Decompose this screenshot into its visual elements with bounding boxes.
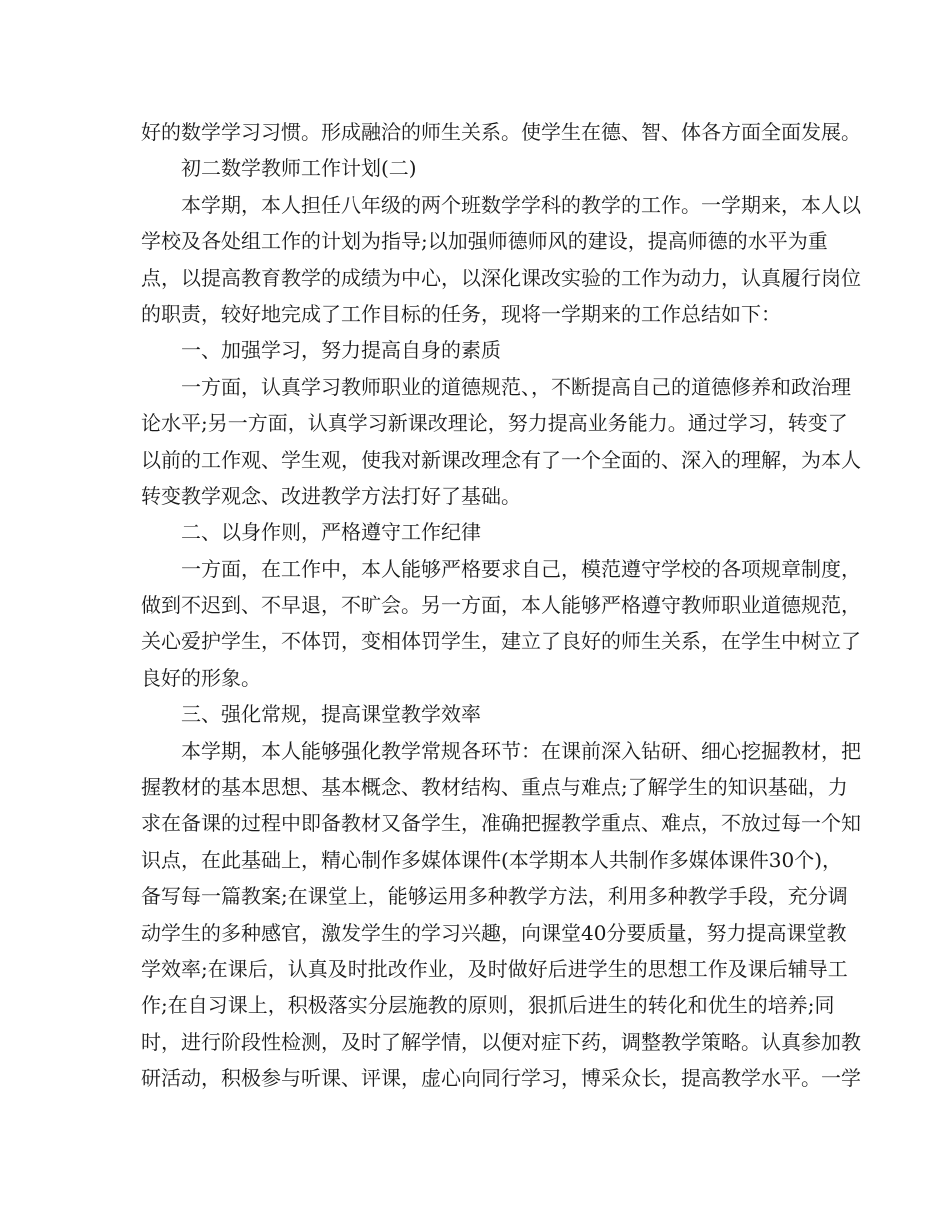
text-line: 备写每一篇教案;在课堂上，能够运用多种教学方法，利用多种教学手段，充分调 <box>141 884 848 909</box>
text-line: 作;在自习课上，积极落实分层施教的原则，狠抓后进生的转化和优生的培养;同 <box>141 993 835 1018</box>
text-line: 本学期，本人能够强化教学常规各环节：在课前深入钻研、细心挖掘教材，把 <box>181 738 861 763</box>
text-line: 学校及各处组工作的计划为指导;以加强师德师风的建设，提高师德的水平为重 <box>141 229 828 254</box>
text-line: 做到不迟到、不早退，不旷会。另一方面，本人能够严格遵守教师职业道德规范， <box>141 593 861 618</box>
text-line: 论水平;另一方面，认真学习新课改理论，努力提高业务能力。通过学习，转变了 <box>141 411 848 436</box>
text-line: 好的数学学习习惯。形成融洽的师生关系。使学生在德、智、体各方面全面发展。 <box>141 120 861 144</box>
text-line: 良好的形象。 <box>141 665 261 690</box>
text-line: 点，以提高教育教学的成绩为中心，以深化课改实验的工作为动力，认真履行岗位 <box>141 265 861 290</box>
document-body <box>141 114 861 1097</box>
text-line: 本学期，本人担任八年级的两个班数学学科的教学的工作。一学期来，本人以 <box>181 192 861 217</box>
text-line: 学效率;在课后，认真及时批改作业，及时做好后进学生的思想工作及课后辅导工 <box>141 956 848 981</box>
text-line: 研活动，积极参与听课、评课，虚心向同行学习，博采众长，提高教学水平。一学 <box>141 1066 861 1091</box>
text-line: 转变教学观念、改进教学方法打好了基础。 <box>141 483 521 508</box>
text-line: 握教材的基本思想、基本概念、教材结构、重点与难点;了解学生的知识基础，力 <box>141 775 848 800</box>
text-line: 时，进行阶段性检测，及时了解学情，以便对症下药，调整教学策略。认真参加教 <box>141 1029 861 1054</box>
text-line: 求在备课的过程中即备教材又备学生，准确把握教学重点、难点，不放过每一个知 <box>141 811 861 836</box>
text-line: 识点，在此基础上，精心制作多媒体课件(本学期本人共制作多媒体课件30个)， <box>141 847 843 872</box>
text-line: 一方面，在工作中，本人能够严格要求自己，模范遵守学校的各项规章制度， <box>181 556 861 581</box>
text-line: 关心爱护学生，不体罚，变相体罚学生，建立了良好的师生关系，在学生中树立了 <box>141 629 861 654</box>
text-line: 动学生的多种感官，激发学生的学习兴趣，向课堂40分要质量，努力提高课堂教 <box>141 920 847 945</box>
text-line: 一、加强学习，努力提高自身的素质 <box>181 338 501 363</box>
text-line: 以前的工作观、学生观，使我对新课改理念有了一个全面的、深入的理解，为本人 <box>141 447 861 472</box>
text-line: 的职责，较好地完成了工作目标的任务，现将一学期来的工作总结如下： <box>141 301 781 326</box>
text-line: 一方面，认真学习教师职业的道德规范、，不断提高自己的道德修养和政治理 <box>181 374 851 399</box>
text-line: 二、以身作则，严格遵守工作纪律 <box>181 520 481 545</box>
text-line: 初二数学教师工作计划(二) <box>181 156 417 181</box>
text-line: 三、强化常规，提高课堂教学效率 <box>181 702 481 727</box>
